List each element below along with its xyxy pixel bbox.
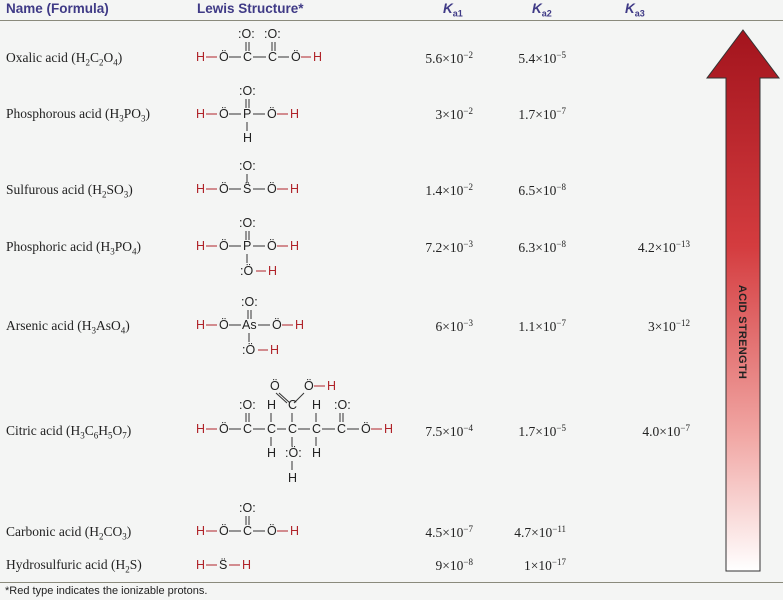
svg-text:Ö: Ö: [270, 379, 280, 393]
acid-name: Hydrosulfuric acid $(H_2S)$: [6, 557, 142, 575]
svg-text:C: C: [312, 422, 322, 436]
svg-text:C: C: [243, 422, 253, 436]
svg-text:H: H: [267, 446, 277, 460]
svg-text::O:: :O:: [239, 159, 256, 173]
svg-text:H: H: [312, 398, 322, 412]
acid-name: Phosphorous acid $(H_3PO_3)$: [6, 106, 151, 124]
svg-text:C: C: [267, 422, 277, 436]
table-row: [0, 318, 690, 338]
svg-text:Ö: Ö: [361, 422, 371, 436]
acid-name: Arsenic acid $(H_3AsO_4)$: [6, 318, 130, 336]
ka1-value: $9\times 10^{-8}$: [435, 557, 473, 573]
svg-text:H: H: [243, 131, 253, 145]
svg-text::O:: :O:: [238, 27, 255, 41]
acid-name: Citric acid $(H_3C_6H_5O_7)$: [6, 423, 132, 441]
svg-text:H: H: [196, 107, 206, 121]
svg-text:H: H: [196, 318, 206, 332]
ka1-value: $4.5\times 10^{-7}$: [425, 524, 473, 540]
ka2-value: $5.4\times 10^{-5}$: [518, 50, 566, 66]
svg-text:Ö: Ö: [304, 379, 314, 393]
header-divider: [0, 20, 783, 21]
acid-name: Sulfurous acid $(H_2SO_3)$: [6, 182, 133, 200]
table-row: [0, 557, 690, 577]
svg-text::Ö:: :Ö:: [285, 446, 302, 460]
ka2-value: $1\times 10^{-17}$: [524, 557, 566, 573]
svg-text:C: C: [243, 524, 253, 538]
ka1-value: $3\times 10^{-2}$: [435, 106, 473, 122]
svg-text:C: C: [288, 422, 298, 436]
footer-divider: [0, 582, 783, 583]
ka3-value: $4.0\times 10^{-7}$: [642, 423, 690, 439]
ka3-column-header: $K_{a3}$: [625, 1, 645, 19]
name-column-header: Name (Formula): [6, 1, 109, 16]
ka2-value: $6.3\times 10^{-8}$: [518, 239, 566, 255]
svg-text::O:: :O:: [239, 84, 256, 98]
svg-text:Ö: Ö: [291, 50, 301, 64]
svg-text:H: H: [196, 524, 206, 538]
acid-name: Phosphoric acid $(H_3PO_4)$: [6, 239, 141, 257]
svg-text:H: H: [267, 398, 277, 412]
ka2-value: $6.5\times 10^{-8}$: [518, 182, 566, 198]
table-row: [0, 239, 690, 259]
oxalic-acid-lewis-structure: [196, 26, 336, 68]
svg-text::O:: :O:: [239, 398, 256, 412]
svg-text:P: P: [243, 107, 252, 121]
svg-text:H: H: [290, 107, 300, 121]
table-row: [0, 182, 690, 202]
svg-text:H: H: [196, 422, 206, 436]
svg-text:Ö: Ö: [219, 318, 229, 332]
acid-strength-label: ACID STRENGTH: [736, 284, 748, 380]
ka2-value: $1.1\times 10^{-7}$: [518, 318, 566, 334]
svg-text::Ö: :Ö: [242, 343, 256, 357]
svg-text:Ö: Ö: [219, 182, 229, 196]
svg-text:H: H: [288, 471, 298, 485]
svg-text:C: C: [268, 50, 278, 64]
svg-text::O:: :O:: [241, 295, 258, 309]
ka1-value: $6\times 10^{-3}$: [435, 318, 473, 334]
ka1-value: $7.5\times 10^{-4}$: [425, 423, 473, 439]
table-row: [0, 106, 690, 126]
svg-text:As: As: [242, 318, 257, 332]
acid-name: Oxalic acid $(H_2C_2O_4)$: [6, 50, 123, 68]
ka2-value: $1.7\times 10^{-5}$: [518, 423, 566, 439]
svg-text:C: C: [243, 50, 253, 64]
svg-text:Ö: Ö: [219, 239, 229, 253]
sulfurous-acid-lewis-structure: [196, 158, 316, 200]
phosphorous-acid-lewis-structure: [196, 83, 316, 145]
svg-text:H: H: [290, 524, 300, 538]
table-row: [0, 524, 690, 544]
ka3-value: $4.2\times 10^{-13}$: [637, 239, 690, 255]
ka2-value: $1.7\times 10^{-7}$: [518, 106, 566, 122]
citric-acid-lewis-structure: [196, 378, 406, 488]
svg-text:H: H: [196, 50, 206, 64]
ka1-value: $7.2\times 10^{-3}$: [425, 239, 473, 255]
ka2-column-header: $K_{a2}$: [532, 1, 552, 19]
svg-text:H: H: [384, 422, 394, 436]
table-header: [0, 0, 783, 20]
table-row: [0, 50, 690, 70]
footnote: *Red type indicates the ionizable protons.: [5, 585, 208, 597]
ka1-value: $5.6\times 10^{-2}$: [425, 50, 473, 66]
arsenic-acid-lewis-structure: [196, 294, 326, 359]
phosphoric-acid-lewis-structure: [196, 215, 316, 280]
svg-text:Ö: Ö: [219, 422, 229, 436]
svg-text:Ö: Ö: [267, 239, 277, 253]
svg-text:H: H: [290, 239, 300, 253]
svg-text:Ö: Ö: [272, 318, 282, 332]
lewis-column-header: Lewis Structure*: [197, 1, 304, 16]
carbonic-acid-lewis-structure: [196, 500, 316, 542]
ka1-column-header: $K_{a1}$: [443, 1, 463, 19]
svg-text:H: H: [268, 264, 278, 278]
svg-text:S̈: S̈: [243, 182, 252, 196]
acid-name: Carbonic acid $(H_2CO_3)$: [6, 524, 132, 542]
svg-text:H: H: [196, 239, 206, 253]
svg-text:H: H: [270, 343, 280, 357]
svg-text:Ö: Ö: [219, 50, 229, 64]
svg-text:H: H: [196, 182, 206, 196]
ka3-value: $3\times 10^{-12}$: [648, 318, 690, 334]
svg-text:H: H: [327, 379, 337, 393]
svg-text:S̈: S̈: [219, 558, 228, 572]
ka1-value: $1.4\times 10^{-2}$: [425, 182, 473, 198]
svg-text:Ö: Ö: [219, 107, 229, 121]
svg-text:Ö: Ö: [219, 524, 229, 538]
hydrosulfuric-acid-lewis-structure: [196, 553, 276, 575]
svg-text::O:: :O:: [239, 501, 256, 515]
svg-text:H: H: [312, 446, 322, 460]
svg-text:Ö: Ö: [267, 182, 277, 196]
svg-text:H: H: [196, 558, 206, 572]
svg-text::Ö: :Ö: [240, 264, 254, 278]
svg-text:C: C: [288, 398, 298, 412]
svg-text:H: H: [290, 182, 300, 196]
svg-text::O:: :O:: [239, 216, 256, 230]
svg-text:C: C: [337, 422, 347, 436]
svg-text::O:: :O:: [264, 27, 281, 41]
svg-text::O:: :O:: [334, 398, 351, 412]
svg-text:H: H: [242, 558, 252, 572]
ka2-value: $4.7\times 10^{-11}$: [514, 524, 566, 540]
svg-text:Ö: Ö: [267, 107, 277, 121]
svg-text:H: H: [313, 50, 323, 64]
svg-text:Ö: Ö: [267, 524, 277, 538]
svg-text:H: H: [295, 318, 305, 332]
svg-text:P: P: [243, 239, 252, 253]
